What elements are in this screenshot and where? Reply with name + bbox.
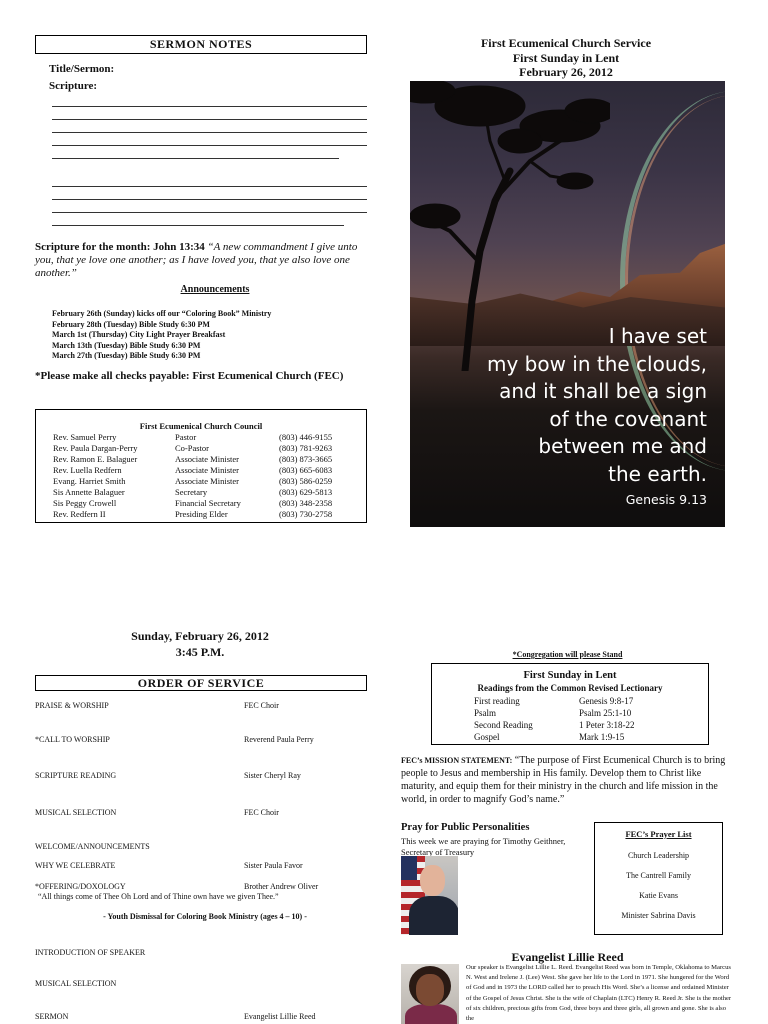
portrait-head	[420, 865, 445, 896]
table-row	[53, 465, 363, 476]
public-prayer-text: This week we are praying for Timothy Geithner, Secretary of Treasury	[401, 836, 566, 857]
member-role: Secretary	[175, 487, 208, 497]
reading-row	[474, 732, 704, 742]
service-person: Sister Paula Favor	[244, 861, 303, 870]
note-line	[52, 119, 367, 120]
scripture-month-label: Scripture for the month:	[35, 241, 151, 253]
reading-row	[474, 708, 704, 718]
member-role: Pastor	[175, 432, 197, 442]
service-time: 3:45 P.M.	[175, 644, 225, 659]
member-role: Co-Pastor	[175, 443, 209, 453]
member-name: Evang. Harriet Smith	[53, 476, 126, 486]
reading-row	[474, 720, 704, 730]
member-role: Associate Minister	[175, 465, 239, 475]
member-phone: (803) 781-9263	[279, 443, 333, 453]
reading-name: Gospel	[474, 732, 500, 742]
reading-row	[474, 696, 704, 706]
reading-name: Psalm	[474, 708, 497, 718]
prayer-list-title: FEC’s Prayer List	[625, 829, 692, 839]
member-phone: (803) 873-3665	[279, 454, 333, 464]
member-name: Sis Annette Balaguer	[53, 487, 125, 497]
table-row	[53, 487, 363, 498]
note-line	[52, 225, 344, 226]
verse-line: the earth.	[608, 461, 707, 486]
member-phone: (803) 730-2758	[279, 509, 333, 519]
prayer-list-item: The Cantrell Family	[626, 871, 691, 880]
announcement-item: March 1st (Thursday) City Light Prayer Breakfast	[52, 330, 226, 339]
table-row	[53, 443, 363, 454]
table-row	[53, 509, 363, 520]
evangelist-title: Evangelist Lillie Reed	[511, 950, 624, 964]
member-name: Rev. Redfern II	[53, 509, 106, 519]
member-name: Rev. Luella Redfern	[53, 465, 122, 475]
reading-name: First reading	[474, 696, 520, 706]
service-person: Brother Andrew Oliver	[244, 882, 319, 891]
scripture-month-ref: John 13:34	[153, 241, 205, 253]
verse-line: between me and	[538, 434, 707, 458]
checks-payable-note: *Please make all checks payable: First Ecumenical Church (FEC)	[35, 370, 344, 382]
service-item: MUSICAL SELECTION	[35, 808, 117, 817]
portrait-head	[416, 974, 444, 1006]
table-row	[53, 432, 363, 443]
service-item: MUSICAL SELECTION	[35, 979, 117, 988]
announcement-item: February 26th (Sunday) kicks off our “Coloring Book” Ministry	[52, 309, 272, 318]
service-item: WHY WE CELEBRATE	[35, 861, 116, 870]
church-council-box	[35, 409, 367, 523]
service-item: *CALL TO WORSHIP	[35, 735, 110, 744]
member-phone: (803) 446-9155	[279, 432, 333, 442]
evangelist-bio: Our speaker is Evangelist Lillie L. Reed. Evangelist Reed was born in Temple, Oklahoma to Marcus N. West and Irelene J. (Lee) West. She gave her life to the Lord in 1971. She hungered for the Word of God and in 1973 the LORD called her to preach His Word. She’s a license and ordained Minister of the Gospel of Jesus Christ. She is the wife of Chaplain (LTC) Henry R. Reed Jr. She is the mother of six children, precious gifts from God, three boys and three girls, all grown and gone. She is also the	[466, 964, 732, 1023]
service-date-time	[35, 629, 365, 660]
prayer-list-box	[594, 822, 723, 935]
verse-line: my bow in the clouds,	[486, 351, 707, 376]
youth-dismissal-note: - Youth Dismissal for Coloring Book Ministry (ages 4 – 10) -	[103, 912, 307, 921]
geithner-portrait	[401, 856, 458, 935]
table-row	[53, 454, 363, 465]
member-role: Presiding Elder	[175, 509, 228, 519]
note-line	[52, 212, 367, 213]
service-item: PRAISE & WORSHIP	[35, 701, 109, 710]
reading-ref: Mark 1:9-15	[579, 732, 625, 742]
announcement-item: March 13th (Tuesday) Bible Study 6:30 PM	[52, 340, 201, 350]
service-item: SERMON	[35, 1012, 69, 1021]
service-item: *OFFERING/DOXOLOGY	[35, 882, 126, 891]
verse-line: of the covenant	[549, 406, 707, 431]
lectionary-title: First Sunday in Lent	[523, 670, 617, 681]
announcement-item: February 28th (Tuesday) Bible Study 6:30 PM	[52, 319, 210, 329]
lectionary-box	[431, 663, 709, 745]
public-prayer-title: Pray for Public Personalities	[401, 822, 530, 833]
cover-date: February 26, 2012	[519, 65, 613, 79]
member-role: Financial Secretary	[175, 498, 241, 508]
member-name: Rev. Samuel Perry	[53, 432, 117, 442]
congregation-stand-note: *Congregation will please Stand	[512, 650, 623, 659]
scripture-month-quote: “A new commandment I give unto you, that ye love one another; as I have loved you, that ye also love one another.”	[35, 241, 358, 279]
service-item: INTRODUCTION OF SPEAKER	[35, 948, 146, 957]
service-person: FEC Choir	[244, 808, 279, 817]
note-line	[52, 145, 367, 146]
church-service-title: First Ecumenical Church Service	[480, 36, 652, 50]
verse-text	[410, 323, 707, 488]
council-title: First Ecumenical Church Council	[139, 421, 263, 431]
scripture-label: Scripture:	[49, 80, 98, 92]
announcement-item: March 27th (Tuesday) Bible Study 6:30 PM	[52, 351, 201, 360]
note-line	[52, 186, 367, 187]
sermon-notes-title: SERMON NOTES	[35, 35, 367, 54]
announcements-title: Announcements	[180, 284, 250, 295]
member-phone: (803) 348-2358	[279, 498, 333, 508]
reading-ref: Psalm 25:1-10	[579, 708, 632, 718]
reading-ref: Genesis 9:8-17	[579, 696, 634, 706]
cover-title	[430, 36, 702, 80]
member-phone: (803) 665-6083	[279, 465, 333, 475]
table-row	[53, 476, 363, 487]
rainbow-canyon-photo	[410, 81, 725, 527]
service-item: WELCOME/ANNOUNCEMENTS	[35, 842, 150, 851]
member-phone: (803) 629-5813	[279, 487, 333, 497]
council-table	[53, 432, 363, 520]
mission-label: FEC’s MISSION STATEMENT:	[401, 756, 513, 765]
note-line	[52, 199, 367, 200]
member-name: Rev. Paula Dargan-Perry	[53, 443, 138, 453]
service-item: SCRIPTURE READING	[35, 771, 117, 780]
service-date: Sunday, February 26, 2012	[131, 629, 269, 643]
lectionary-subtitle: Readings from the Common Revised Lectionary	[477, 683, 663, 693]
reading-name: Second Reading	[474, 720, 533, 730]
note-line	[52, 106, 367, 107]
mission-text: “The purpose of First Ecumenical Church is to bring people to Jesus and membership in His family. Develop them to Christ like maturity, and equip them for their ministry in the church and life mission in the world, in order to magnify God’s name.”	[401, 755, 726, 805]
title-sermon-label: Title/Sermon:	[49, 63, 115, 75]
prayer-list-item: Katie Evans	[639, 891, 678, 900]
announcements-list	[52, 309, 372, 362]
portrait-body	[405, 1004, 457, 1024]
prayer-list-item: Church Leadership	[627, 851, 690, 860]
member-role: Associate Minister	[175, 454, 239, 464]
order-of-service-title: ORDER OF SERVICE	[35, 675, 367, 691]
evangelist-portrait	[401, 964, 459, 1024]
note-line	[52, 132, 367, 133]
service-person: Reverend Paula Perry	[244, 735, 314, 744]
service-person: FEC Choir	[244, 701, 279, 710]
member-name: Sis Peggy Crowell	[53, 498, 117, 508]
portrait-body	[409, 896, 458, 935]
member-phone: (803) 586-0259	[279, 476, 333, 486]
service-person: Sister Cheryl Ray	[244, 771, 301, 780]
verse-reference: Genesis 9.13	[625, 492, 707, 507]
offering-note: “All things come of Thee Oh Lord and of Thine own have we given Thee.”	[38, 892, 279, 901]
verse-line: I have set	[608, 324, 707, 348]
lent-title: First Sunday in Lent	[512, 50, 620, 65]
table-row	[53, 498, 363, 509]
service-person: Evangelist Lillie Reed	[244, 1012, 316, 1021]
note-line	[52, 158, 339, 159]
prayer-list-item: Minister Sabrina Davis	[621, 911, 696, 920]
mission-statement	[401, 754, 736, 806]
member-role: Associate Minister	[175, 476, 239, 486]
verse-line: and it shall be a sign	[499, 379, 707, 403]
member-name: Rev. Ramon E. Balaguer	[53, 454, 138, 464]
scripture-of-month	[35, 241, 370, 280]
reading-ref: 1 Peter 3:18-22	[579, 720, 635, 730]
